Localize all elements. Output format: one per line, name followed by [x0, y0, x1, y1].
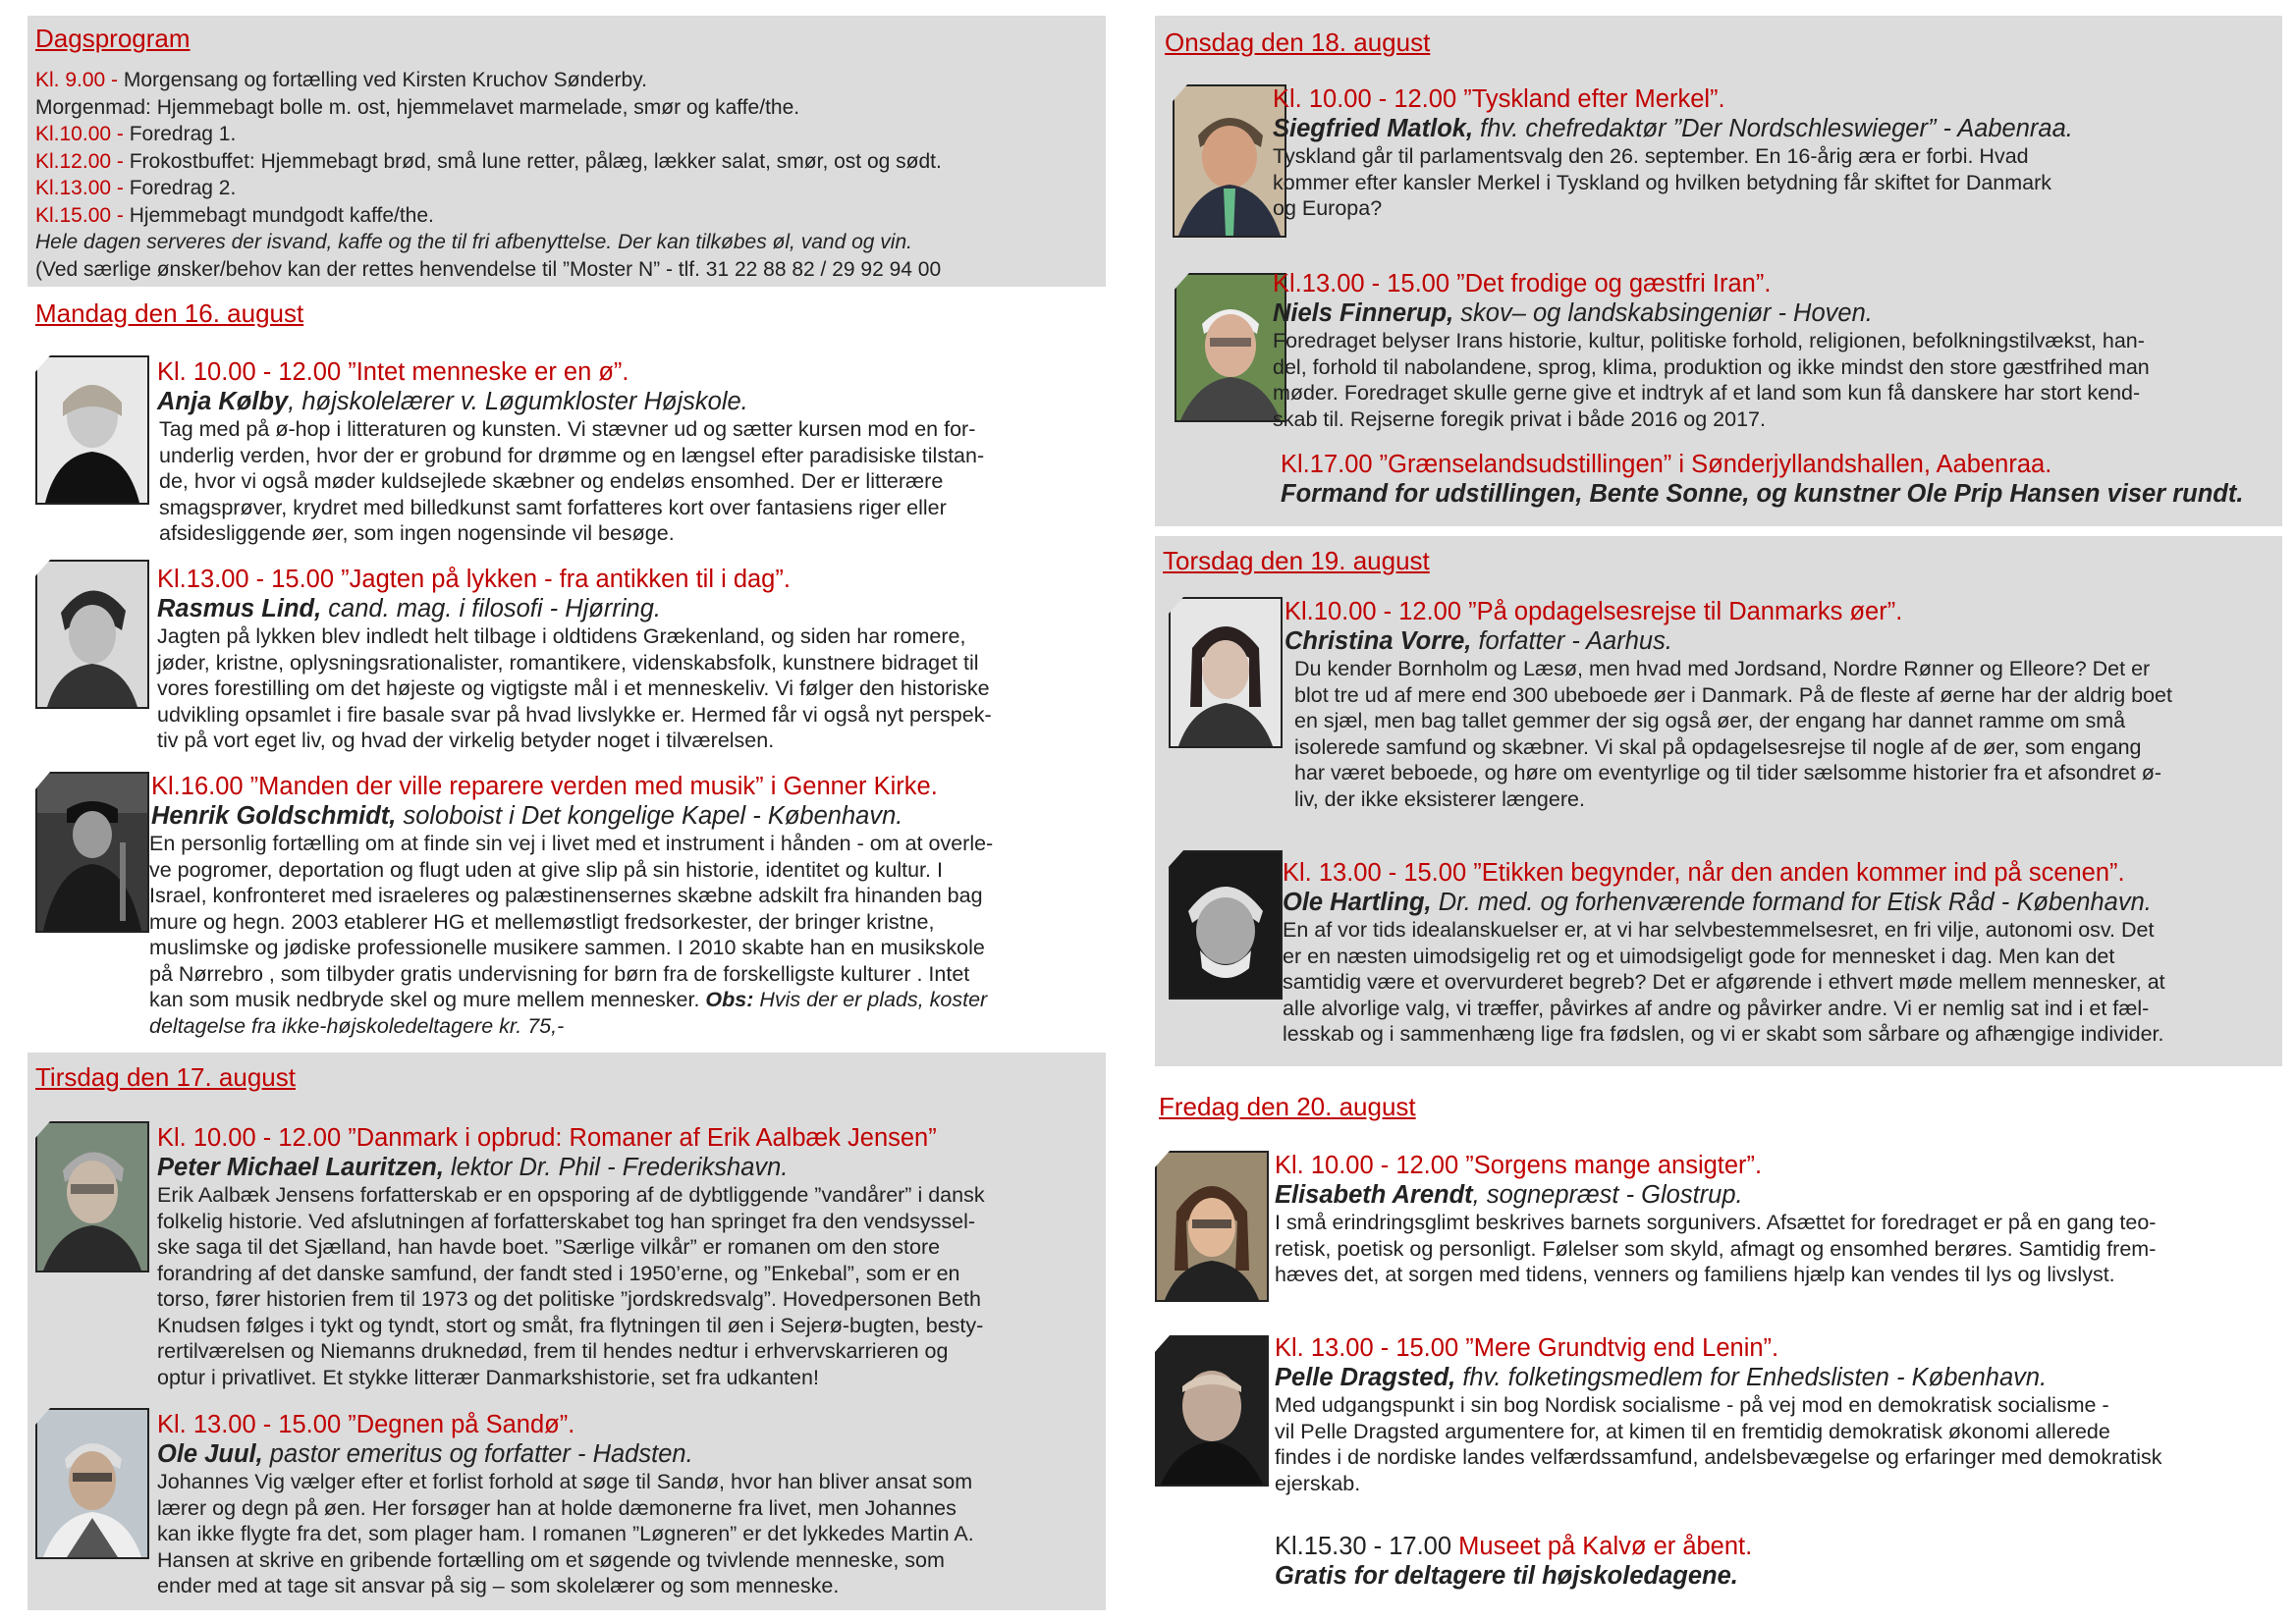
event-time: Kl. 13.00 - 15.00 [1283, 859, 1474, 887]
event-description: Johannes Vig vælger efter et forlist forhold at søge til Sandø, hvor han bliver ansat som lærer og degn på øen. Her forsøger han at holde dæmonerne fra livet, men Johannes kan ikke flygte fra det, som plager ham. I romanen ”Løgneren” er det lykkedes Martin A. Hansen at skrive en gribende fortælling om et søgende og tvivlende menneske, som ender med at tage sit ansvar på sig – som skolelærer og som menneske. [157, 1470, 974, 1597]
event-description: Du kender Bornholm og Læsø, men hvad med Jordsand, Nordre Rønner og Elleore? Det er blot tre ud af mere end 300 ubeboede øer i Danmark. På de fleste af øerne har der aldrig boet en sjæl, men bag tallet gemmer der sig også øer, der engang har dannet ramme om små isolerede samfund og skæbner. Vi skal på opdagelsesrejse til nogle af de øer, som engang har været beboede, og høre om eventyrlige og til tider sælsomme historier fra et afsondret ø- liv, der ikke eksisterer længere. [1294, 657, 2172, 811]
event-time: Kl.17.00 [1281, 451, 1380, 478]
event-time: Kl. 10.00 - 12.00 [1273, 85, 1464, 113]
dagsprogram-panel [27, 16, 1106, 287]
onsdag-heading: Onsdag den 18. august [1165, 27, 1431, 57]
event-time: Kl.13.00 - 15.00 [1273, 270, 1457, 298]
obs-text: Hvis der er plads, koster deltagelse fra ikke-højskoledeltagere kr. 75,- [149, 988, 988, 1038]
event-description: Erik Aalbæk Jensens forfatterskab er en opsporing af de dybtliggende ”vandårer” i dansk folkelig historie. Ved afslutningen af forfatterskabet tog han springet fra den vendsyssel- ske saga til det Sjælland, han havde boet. ”Særlige vilkår” er romanen om den store forandring af det danske samfund, der fandt sted i 1950’erne, og ”Enkebal”, som er en torso, fører historien frem til 1973 og det politiske ”jordskredsvalg”. Hovedpersonen Beth Knudsen følges i tykt og tyndt, stort og småt, fra flytningen til øen i Sejerø-bugten, besty- rertilværelsen og Niemanns druknedød, frem til hendes nedtur i erhvervskarrieren og optur i privatlivet. Et stykke litterær Danmarkshistorie, set fra udkanten! [157, 1183, 985, 1389]
speaker-photo-elisabeth-arendt [1155, 1151, 1269, 1302]
schedule-line: Kl.13.00 - Foredrag 2. [35, 177, 237, 199]
event-fredag-extra [1275, 1532, 2276, 1591]
speaker-role: skov– og landskabsingeniør - Hoven. [1453, 299, 1873, 327]
tirsdag-panel [27, 1053, 1106, 1610]
event-subtitle: Formand for udstillingen, Bente Sonne, og kunstner Ole Prip Hansen viser rundt. [1281, 480, 2244, 508]
event-time: Kl.15.30 - 17.00 [1275, 1533, 1459, 1560]
event-title: ”Jagten på lykken - fra antikken til i dag”. [341, 566, 791, 593]
dagsprogram-heading: Dagsprogram [35, 24, 191, 53]
event-title: ”Degnen på Sandø”. [348, 1411, 575, 1438]
mandag-heading: Mandag den 16. august [35, 298, 304, 328]
event-mandag-1 [157, 357, 1100, 547]
event-time: Kl.13.00 - 15.00 [157, 566, 342, 593]
event-description: I små erindringsglimt beskrives barnets sorgunivers. Afsættet for foredraget er på en gang teo- retisk, poetisk og personligt. Følelser som skyld, afmagt og ensomhed berøres. Samtidig frem- hæves det, at sorgen med tidens, venners og familiens hjælp kan vendes til lys og livslyst. [1275, 1211, 2157, 1286]
event-title: ”Danmark i opbrud: Romaner af Erik Aalbæk Jensen” [348, 1124, 937, 1152]
event-title: ”Det frodige og gæstfri Iran”. [1456, 270, 1772, 298]
event-description: En personlig fortælling om at finde sin vej i livet med et instrument i hånden - om at overle- ve pogromer, deportation og flugt uden at give slip på sin historie, identitet og kultur. I Israel, konfronteret med israeleres og palæstinensernes skæbne adskilt fra hinanden bag mure og hegn. 2003 etablerer HG et mellemøstligt fredsorkester, der bringer kristne, muslimske og jødiske professionelle musikere sammen. I 2010 skabte han en musikskole på Nørrebro , som tilbyder gratis undervisning for børn fra de forskelligste kulturer . Intet kan som musik nedbryde skel og mure mellem mennesker. Obs: Hvis der er plads, koster deltagelse fra ikke-højskoledeltagere kr. 75,- [149, 832, 994, 1038]
speaker-photo-anja-kolby [35, 355, 149, 505]
event-time: Kl. 10.00 - 12.00 [1275, 1152, 1466, 1179]
schedule-line: Kl. 9.00 - Morgensang og fortælling ved Kirsten Kruchov Sønderby. [35, 69, 647, 91]
event-tirsdag-1 [157, 1123, 1100, 1390]
event-time: Kl.16.00 [151, 773, 250, 800]
speaker-role: fhv. chefredaktør ”Der Nordschleswieger” - Aabenraa. [1473, 115, 2073, 142]
obs-label: Obs: [705, 988, 754, 1011]
speaker-name: Elisabeth Arendt [1275, 1181, 1473, 1209]
speaker-name: Ole Juul, [157, 1440, 263, 1468]
speaker-name: Pelle Dragsted, [1275, 1364, 1456, 1391]
speaker-name: Christina Vorre, [1285, 627, 1472, 655]
event-description: Jagten på lykken blev indledt helt tilbage i oldtidens Grækenland, og siden har romere, jøder, kristne, oplysningsrationalister, romantikere, videnskabsfolk, kunstnere bidraget til vores forestilling om det højeste og vigtigste mål i et menneskeliv. Vi følger den historiske udvikling opsamlet i fire basale svar på hvad livslykke er. Hermed får vi også nyt perspek- tiv på vort eget liv, og hvad der virkelig betyder noget i tilværelsen. [157, 624, 992, 752]
speaker-photo-ole-juul [35, 1408, 149, 1559]
speaker-role: , sognepræst - Glostrup. [1472, 1181, 1743, 1209]
event-fredag-2 [1275, 1333, 2276, 1496]
event-description: Tyskland går til parlamentsvalg den 26. september. En 16-årig æra er forbi. Hvad kommer efter kansler Merkel i Tyskland og hvilken betydning får skiftet for Danmark og Europa? [1273, 144, 2052, 220]
event-description: Tag med på ø-hop i litteraturen og kunsten. Vi stævner ud og sætter kursen mod en for- underlig verden, hvor der er grobund for drømme og en længsel efter paradisiske tilstan- de, hvor vi også møder kuldsejlede skæbner og endeløs ensomhed. Der er litterære smagsprøver, krydret med billedkunst samt forfatteres kort over fantasiens riger eller afsidesliggende øer, som ingen nogensinde vil besøge. [159, 417, 985, 545]
speaker-role: Dr. med. og forhenværende formand for Etisk Råd - København. [1431, 889, 2152, 916]
event-title: Museet på Kalvø er åbent. [1458, 1533, 1753, 1560]
schedule-line: Kl.15.00 - Hjemmebagt mundgodt kaffe/the. [35, 203, 434, 227]
event-torsdag-1 [1285, 597, 2276, 812]
event-title: ”Sorgens mange ansigter”. [1465, 1152, 1763, 1179]
event-time: Kl. 13.00 - 15.00 [1275, 1334, 1466, 1362]
event-onsdag-extra [1281, 450, 2272, 509]
event-title: ”Tyskland efter Merkel”. [1463, 85, 1725, 113]
event-title: ”På opdagelsesrejse til Danmarks øer”. [1468, 598, 1903, 625]
schedule-line: Morgenmad: Hjemmebagt bolle m. ost, hjemmelavet marmelade, smør og kaffe/the. [35, 95, 800, 119]
event-onsdag-2 [1273, 269, 2274, 432]
event-title: ”Grænselandsudstillingen” i Sønderjyllandshallen, Aabenraa. [1379, 451, 2052, 478]
tirsdag-heading: Tirsdag den 17. august [35, 1062, 296, 1092]
speaker-name: Siegfried Matlok, [1273, 115, 1474, 142]
event-description: Med udgangspunkt i sin bog Nordisk socialisme - på vej mod en demokratisk socialisme - vil Pelle Dragsted argumentere for, at kimen til en fremtidig demokratisk økonomi allerede findes i de nordiske landes velfærdssamfund, andelsbevægelse og erfaringer med demokratisk ejerskab. [1275, 1393, 2162, 1495]
speaker-name: Niels Finnerup, [1273, 299, 1454, 327]
speaker-role: lektor Dr. Phil - Frederikshavn. [443, 1154, 789, 1181]
torsdag-heading: Torsdag den 19. august [1163, 546, 1430, 575]
speaker-role: fhv. folketingsmedlem for Enhedslisten - København. [1455, 1364, 2048, 1391]
event-time: Kl. 10.00 - 12.00 [157, 1124, 349, 1152]
event-tirsdag-2 [157, 1410, 1100, 1599]
schedule-note: Hele dagen serveres der isvand, kaffe og the til fri afbenyttelse. Der kan tilkøbes øl, vand og vin. [35, 231, 912, 253]
event-fredag-1 [1275, 1151, 2276, 1288]
event-time: Kl.10.00 - 12.00 [1285, 598, 1469, 625]
onsdag-panel [1155, 16, 2282, 526]
event-description: En af vor tids idealanskuelser er, at vi har selvbestemmelsesret, en fri vilje, autonomi osv. Det er en næsten uimodsigelig ret og et uimodsigeligt gode for mennesket i dag. Men kan det samtidig være et overvurderet begreb? Det er afgørende i ethvert møde mellem mennesker, at alle alvorlige valg, vi træffer, påvirkes af andre og påvirker andre. Vi er nemlig sat ind i et fæl- lesskab og i sammenhæng lige fra fødslen, og vi er skabt som sårbare og afhængige individer. [1283, 918, 2165, 1046]
speaker-name: Peter Michael Lauritzen, [157, 1154, 444, 1181]
speaker-photo-siegfried-matlok [1173, 84, 1286, 238]
event-torsdag-2 [1283, 858, 2276, 1048]
speaker-name: Ole Hartling, [1283, 889, 1432, 916]
event-onsdag-1 [1273, 84, 2274, 222]
speaker-photo-christina-vorre [1169, 597, 1283, 748]
speaker-name: Anja Kølby [157, 388, 289, 415]
event-title: ”Intet menneske er en ø”. [348, 358, 629, 386]
fredag-heading: Fredag den 20. august [1159, 1092, 1416, 1121]
event-title: ”Etikken begynder, når den anden kommer ind på scenen”. [1473, 859, 2125, 887]
speaker-role: soloboist i Det kongelige Kapel - København. [396, 802, 903, 830]
speaker-name: Rasmus Lind, [157, 595, 322, 622]
event-time: Kl. 10.00 - 12.00 [157, 358, 349, 386]
speaker-role: forfatter - Aarhus. [1471, 627, 1672, 655]
event-subtitle: Gratis for deltagere til højskoledagene. [1275, 1562, 1738, 1590]
speaker-role: cand. mag. i filosofi - Hjørring. [321, 595, 661, 622]
event-description: Foredraget belyser Irans historie, kultur, politiske forhold, religionen, befolkningstilvækst, han- del, forhold til nabolandene, sprog, klima, produktion og ikke mindst den store gæstfrihed man møder. Foredraget skulle gerne give et indtryk af et land som kun få danskere har stort kend- skab til. Rejserne foregik privat i både 2016 og 2017. [1273, 329, 2150, 431]
event-mandag-2 [157, 565, 1100, 754]
torsdag-panel [1155, 536, 2282, 1066]
speaker-role: pastor emeritus og forfatter - Hadsten. [262, 1440, 693, 1468]
speaker-photo-pelle-dragsted [1155, 1335, 1269, 1487]
speaker-role: , højskolelærer v. Løgumkloster Højskole. [288, 388, 748, 415]
event-time: Kl. 13.00 - 15.00 [157, 1411, 349, 1438]
schedule-contact: (Ved særlige ønsker/behov kan der rettes henvendelse til ”Moster N” - tlf. 31 22 88 82 / 29 92 94 00 [35, 257, 942, 281]
speaker-photo-peter-michael-lauritzen [35, 1121, 149, 1272]
speaker-photo-rasmus-lind [35, 560, 149, 709]
speaker-photo-ole-hartling [1169, 850, 1283, 1000]
schedule-line: Kl.10.00 - Foredrag 1. [35, 123, 237, 145]
speaker-photo-henrik-goldschmidt [35, 772, 149, 933]
speaker-photo-niels-finnerup [1175, 273, 1286, 422]
event-title: ”Mere Grundtvig end Lenin”. [1465, 1334, 1779, 1362]
speaker-name: Henrik Goldschmidt, [151, 802, 397, 830]
schedule-line: Kl.12.00 - Frokostbuffet: Hjemmebagt brød, små lune retter, pålæg, lækker salat, smør, ost og sødt. [35, 149, 942, 173]
event-title: ”Manden der ville reparere verden med musik” i Genner Kirke. [249, 773, 938, 800]
event-mandag-3 [151, 772, 1100, 1039]
